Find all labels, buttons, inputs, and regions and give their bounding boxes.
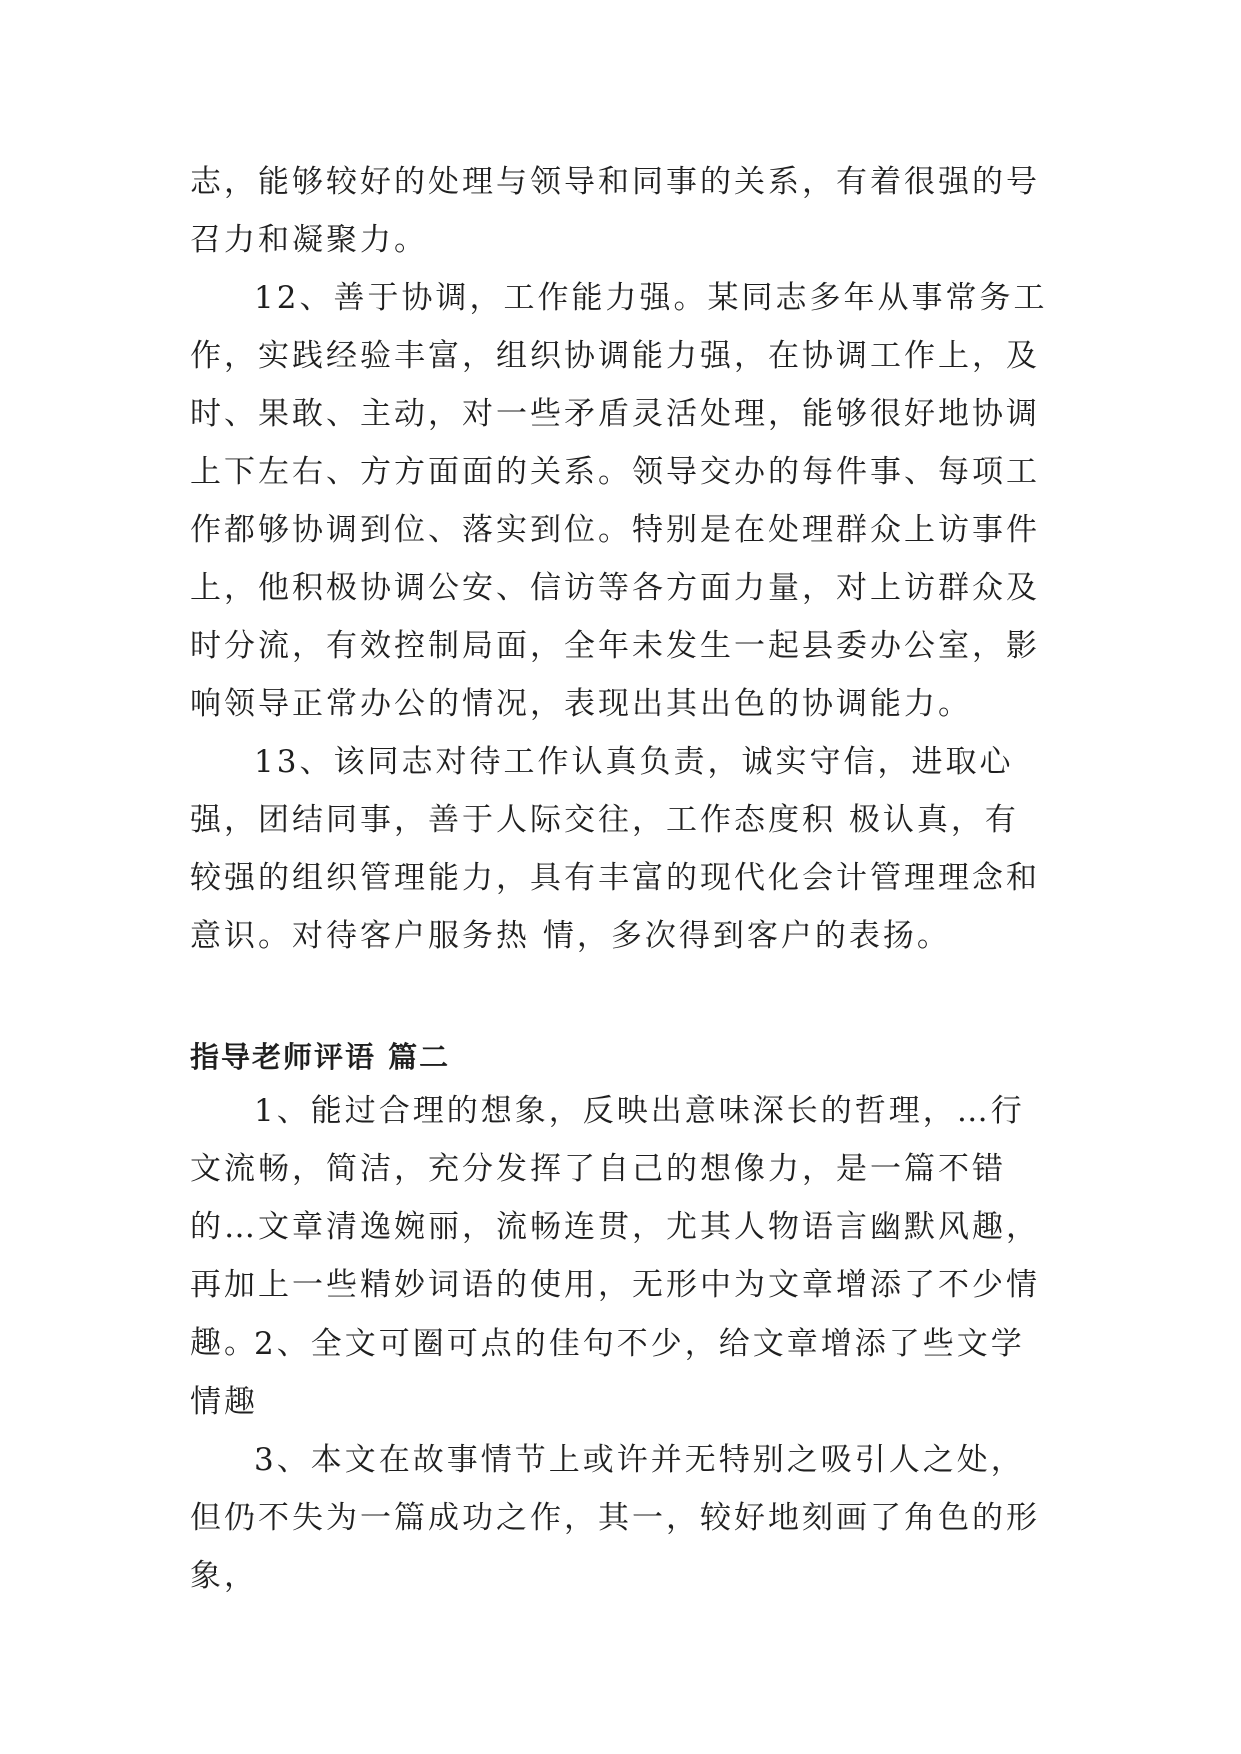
paragraph-1: 1、能过合理的想象，反映出意味深长的哲理，…行文流畅，简洁，充分发挥了自己的想像力，是一篇不错的…文章清逸婉丽，流畅连贯，尤其人物语言幽默风趣，再加上一些精妙词语的使用，无形中为文章增添了不少情趣。 (190, 1093, 1040, 1361)
paragraph-13: 13、该同志对待工作认真负责，诚实守信，进取心强，团结同事，善于人际交往，工作态度积 极认真，有较强的组织管理能力，具有丰富的现代化会计管理理念和意识。对待客户服务热 情，多次得到客户的表扬。 (190, 744, 1040, 954)
paragraph-2: 2、全文可圈可点的佳句不少，给文章增添了些文学情趣 (190, 1326, 1025, 1420)
paragraph-12: 12、善于协调，工作能力强。某同志多年从事常务工作，实践经验丰富，组织协调能力强，在协调工作上，及时、果敢、主动，对一些矛盾灵活处理，能够很好地协调上下左右、方方面面的关系。领导交办的每件事、每项工作都够协调到位、落实到位。特别是在处理群众上访事件上，他积极协调公安、信访等各方面力量，对上访群众及时分流，有效控制局面，全年未发生一起县委办公室，影响领导正常办公的情况，表现出其出色的协调能力。 (190, 280, 1048, 722)
paragraph-3: 3、本文在故事情节上或许并无特别之吸引人之处，但仍不失为一篇成功之作，其一，较好地刻画了角色的形象， (190, 1442, 1040, 1594)
paragraph-continuation: 志，能够较好的处理与领导和同事的关系，有着很强的号召力和凝聚力。 (190, 164, 1040, 258)
section-heading: 指导老师评语 篇二 (190, 1040, 451, 1074)
